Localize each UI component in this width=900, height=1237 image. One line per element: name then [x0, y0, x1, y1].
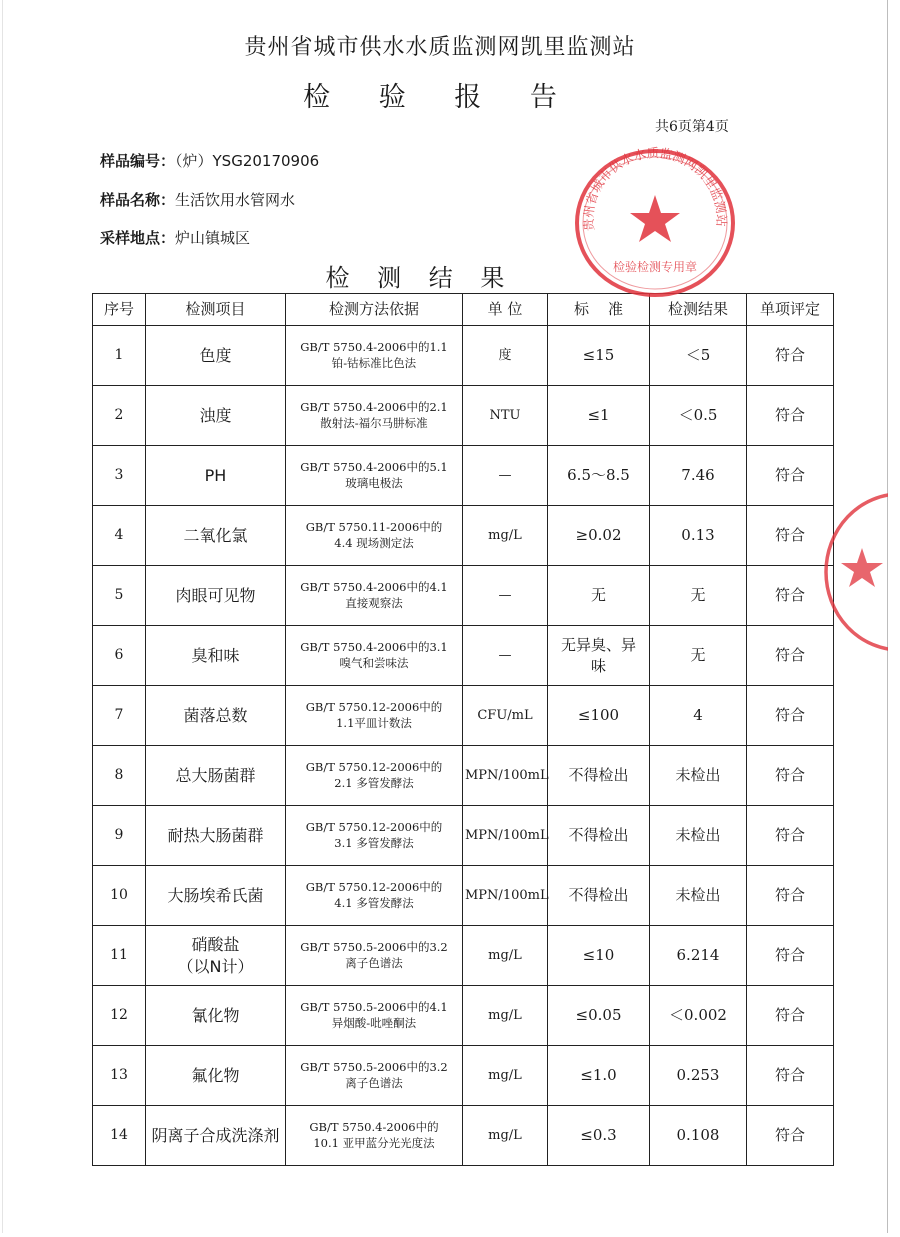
table-row — [93, 626, 834, 686]
standard-limit: 不得检出 — [548, 746, 650, 806]
sample-code-label: 样品编号： — [100, 152, 176, 170]
test-item: 臭和味 — [146, 626, 286, 686]
verdict: 符合 — [747, 926, 834, 986]
seal-arc-text: 贵州省城市供水水质监测网凯里监测站 — [580, 145, 730, 232]
test-result: ＜5 — [650, 326, 747, 386]
unit: mg/L — [463, 506, 548, 566]
test-item: PH — [146, 446, 286, 506]
standard-limit: ≤10 — [548, 926, 650, 986]
test-method: GB/T 5750.4-2006中的 10.1 亚甲蓝分光光度法 — [286, 1106, 463, 1166]
test-method: GB/T 5750.4-2006中的5.1 玻璃电极法 — [286, 446, 463, 506]
table-header-row — [93, 294, 834, 326]
header-verdict: 单项评定 — [747, 294, 834, 326]
test-result: 6.214 — [650, 926, 747, 986]
unit: mg/L — [463, 1046, 548, 1106]
organization-title: 贵州省城市供水水质监测网凯里监测站 — [244, 35, 636, 60]
test-result: 未检出 — [650, 746, 747, 806]
table-row — [93, 926, 834, 986]
row-number: 4 — [93, 506, 146, 566]
sample-name-row — [100, 189, 295, 210]
standard-limit: 6.5～8.5 — [548, 446, 650, 506]
verdict: 符合 — [747, 506, 834, 566]
standard-limit: ≤0.3 — [548, 1106, 650, 1166]
unit: 度 — [463, 326, 548, 386]
unit: mg/L — [463, 1106, 548, 1166]
test-method: GB/T 5750.12-2006中的 1.1平皿计数法 — [286, 686, 463, 746]
row-number: 3 — [93, 446, 146, 506]
verdict: 符合 — [747, 566, 834, 626]
standard-limit: 无异臭、异 味 — [548, 626, 650, 686]
verdict: 符合 — [747, 326, 834, 386]
test-method: GB/T 5750.4-2006中的3.1 嗅气和尝味法 — [286, 626, 463, 686]
table-row — [93, 746, 834, 806]
sample-location-value: 炉山镇城区 — [175, 229, 251, 247]
row-number: 14 — [93, 1106, 146, 1166]
test-item: 肉眼可见物 — [146, 566, 286, 626]
report-title: 检 验 报 告 — [303, 82, 577, 113]
sample-location-row — [100, 227, 250, 248]
test-item: 总大肠菌群 — [146, 746, 286, 806]
test-result: ＜0.5 — [650, 386, 747, 446]
standard-limit: 不得检出 — [548, 806, 650, 866]
standard-limit: ≤0.05 — [548, 986, 650, 1046]
test-item: 浊度 — [146, 386, 286, 446]
table-row — [93, 806, 834, 866]
test-method: GB/T 5750.4-2006中的2.1 散射法-福尔马肼标准 — [286, 386, 463, 446]
row-number: 9 — [93, 806, 146, 866]
results-table — [92, 293, 834, 1166]
unit: MPN/100mL — [463, 746, 548, 806]
results-table-body — [93, 326, 834, 1166]
table-row — [93, 566, 834, 626]
verdict: 符合 — [747, 626, 834, 686]
page-info: 共6页第4页 — [655, 119, 729, 135]
unit: MPN/100mL — [463, 866, 548, 926]
standard-limit: ≤1 — [548, 386, 650, 446]
test-result: 无 — [650, 626, 747, 686]
row-number: 10 — [93, 866, 146, 926]
test-item: 二氧化氯 — [146, 506, 286, 566]
unit: CFU/mL — [463, 686, 548, 746]
sample-location-label: 采样地点： — [100, 229, 176, 247]
test-method: GB/T 5750.12-2006中的 3.1 多管发酵法 — [286, 806, 463, 866]
sample-code-value: （炉）YSG20170906 — [175, 152, 320, 170]
table-row — [93, 1046, 834, 1106]
standard-limit: 不得检出 — [548, 866, 650, 926]
test-result: 0.13 — [650, 506, 747, 566]
unit: MPN/100mL — [463, 806, 548, 866]
unit: — — [463, 566, 548, 626]
table-row — [93, 686, 834, 746]
standard-limit: 无 — [548, 566, 650, 626]
table-row — [93, 446, 834, 506]
test-item: 菌落总数 — [146, 686, 286, 746]
standard-limit: ≤15 — [548, 326, 650, 386]
test-item: 耐热大肠菌群 — [146, 806, 286, 866]
test-result: 0.108 — [650, 1106, 747, 1166]
sample-name-value: 生活饮用水管网水 — [175, 191, 296, 209]
verdict: 符合 — [747, 386, 834, 446]
verdict: 符合 — [747, 686, 834, 746]
row-number: 8 — [93, 746, 146, 806]
test-method: GB/T 5750.12-2006中的 2.1 多管发酵法 — [286, 746, 463, 806]
test-method: GB/T 5750.5-2006中的3.2 离子色谱法 — [286, 1046, 463, 1106]
test-result: 未检出 — [650, 866, 747, 926]
table-row — [93, 866, 834, 926]
test-result: 4 — [650, 686, 747, 746]
row-number: 11 — [93, 926, 146, 986]
sample-name-label: 样品名称： — [100, 191, 176, 209]
test-method: GB/T 5750.4-2006中的4.1 直接观察法 — [286, 566, 463, 626]
row-number: 1 — [93, 326, 146, 386]
standard-limit: ≥0.02 — [548, 506, 650, 566]
header-method: 检测方法依据 — [286, 294, 463, 326]
row-number: 5 — [93, 566, 146, 626]
standard-limit: ≤100 — [548, 686, 650, 746]
header-result: 检测结果 — [650, 294, 747, 326]
row-number: 7 — [93, 686, 146, 746]
unit: — — [463, 626, 548, 686]
test-method: GB/T 5750.5-2006中的4.1 异烟酸-吡唑酮法 — [286, 986, 463, 1046]
results-heading: 检 测 结 果 — [325, 264, 515, 292]
unit: — — [463, 446, 548, 506]
svg-text:贵州省城市供水水质监测网凯里监测站 — [581, 145, 729, 231]
test-result: 无 — [650, 566, 747, 626]
verdict: 符合 — [747, 746, 834, 806]
test-item: 色度 — [146, 326, 286, 386]
verdict: 符合 — [747, 986, 834, 1046]
test-item: 氟化物 — [146, 1046, 286, 1106]
test-item: 大肠埃希氏菌 — [146, 866, 286, 926]
seal-subtext: 检验检测专用章 — [612, 260, 698, 274]
table-row — [93, 1106, 834, 1166]
standard-limit: ≤1.0 — [548, 1046, 650, 1106]
test-item: 氰化物 — [146, 986, 286, 1046]
header-no: 序号 — [93, 294, 146, 326]
test-result: 7.46 — [650, 446, 747, 506]
test-method: GB/T 5750.11-2006中的 4.4 现场测定法 — [286, 506, 463, 566]
test-result: ＜0.002 — [650, 986, 747, 1046]
verdict: 符合 — [747, 446, 834, 506]
test-method: GB/T 5750.4-2006中的1.1 铂-钴标准比色法 — [286, 326, 463, 386]
verdict: 符合 — [747, 1106, 834, 1166]
table-row — [93, 986, 834, 1046]
sample-code-row — [100, 150, 319, 171]
header-unit: 单 位 — [463, 294, 548, 326]
test-item: 阴离子合成洗涤剂 — [146, 1106, 286, 1166]
header-item: 检测项目 — [146, 294, 286, 326]
unit: mg/L — [463, 926, 548, 986]
verdict: 符合 — [747, 806, 834, 866]
row-number: 13 — [93, 1046, 146, 1106]
test-item: 硝酸盐 （以N计） — [146, 926, 286, 986]
unit: mg/L — [463, 986, 548, 1046]
table-row — [93, 506, 834, 566]
table-row — [93, 386, 834, 446]
test-result: 未检出 — [650, 806, 747, 866]
header-standard: 标 准 — [548, 294, 650, 326]
row-number: 6 — [93, 626, 146, 686]
test-method: GB/T 5750.12-2006中的 4.1 多管发酵法 — [286, 866, 463, 926]
verdict: 符合 — [747, 1046, 834, 1106]
row-number: 12 — [93, 986, 146, 1046]
row-number: 2 — [93, 386, 146, 446]
test-method: GB/T 5750.5-2006中的3.2 离子色谱法 — [286, 926, 463, 986]
unit: NTU — [463, 386, 548, 446]
verdict: 符合 — [747, 866, 834, 926]
table-row — [93, 326, 834, 386]
test-result: 0.253 — [650, 1046, 747, 1106]
